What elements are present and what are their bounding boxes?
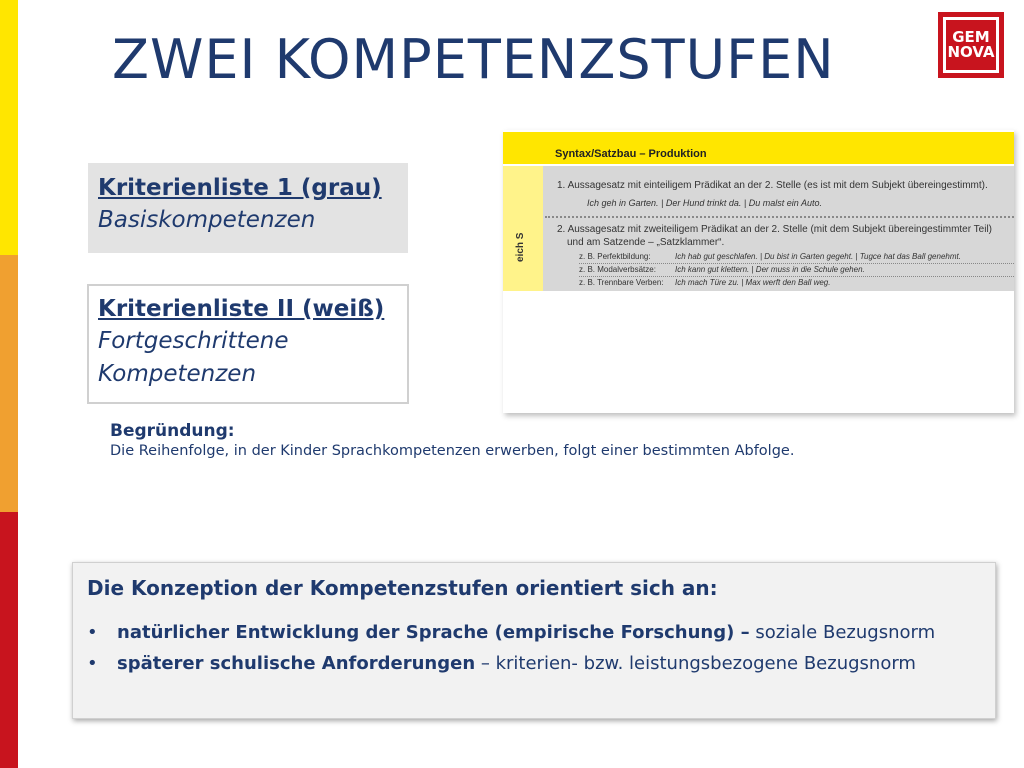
bullet-symbol: •: [87, 653, 98, 674]
document-example-value: Ich mach Türe zu. | Max werft den Ball weg.: [675, 278, 831, 287]
document-example-row: [579, 278, 831, 287]
reason-block: [110, 421, 794, 461]
gemnova-logo: [938, 12, 1004, 78]
concept-bullet-normal: – kriterien- bzw. leistungsbezogene Bezugsnorm: [475, 653, 916, 674]
criteria-list-2-box: [87, 284, 409, 404]
document-example-divider: [579, 263, 1014, 264]
reason-heading: Begründung:: [110, 421, 235, 441]
document-excerpt: [503, 130, 1014, 413]
concept-bullet-item: [87, 617, 981, 648]
reason-text: Die Reihenfolge, in der Kinder Sprachkompetenzen erwerben, folgt einer bestimmten Abfolge.: [110, 443, 795, 459]
logo-line-1: GEM: [952, 28, 990, 46]
concept-bullet-item: [87, 648, 981, 679]
slide-title: ZWEI KOMPETENZSTUFEN: [112, 28, 835, 91]
accent-stripe-red: [0, 512, 18, 768]
criteria-list-2-subtitle-line-1: Fortgeschrittene: [98, 328, 289, 354]
concept-heading: Die Konzeption der Kompetenzstufen orientiert sich an:: [87, 576, 718, 600]
criteria-list-1-subtitle: Basiskompetenzen: [98, 207, 316, 233]
document-excerpt-side-label: eich S: [515, 232, 526, 262]
document-example-value: Ich hab gut geschlafen. | Du bist in Garten gegeht. | Tugce hat das Ball genehmt.: [675, 252, 961, 261]
document-example-label: z. B. Modalverbsätze:: [579, 265, 656, 274]
concept-bullet-bold: natürlicher Entwicklung der Sprache (empirische Forschung) –: [117, 622, 750, 643]
concept-box: [72, 562, 996, 719]
accent-stripe-yellow: [0, 0, 18, 255]
document-example-row: [579, 252, 961, 261]
bullet-symbol: •: [87, 622, 98, 643]
document-item-1-examples: Ich geh in Garten. | Der Hund trinkt da. | Du malst ein Auto.: [587, 198, 822, 208]
concept-bullet-list: [87, 617, 981, 679]
concept-bullet-normal: soziale Bezugsnorm: [749, 622, 936, 643]
logo-line-2: NOVA: [947, 43, 995, 61]
document-divider: [545, 216, 1014, 218]
document-item-2-line-1: 2. Aussagesatz mit zweiteiligem Prädikat an der 2. Stelle (mit dem Subjekt übereingestimmter Teil): [557, 224, 993, 235]
criteria-list-2-heading: Kriterienliste II (weiß): [98, 296, 385, 322]
document-example-label: z. B. Trennbare Verben:: [579, 278, 664, 287]
document-example-value: Ich kann gut klettern. | Der muss in die Schule gehen.: [675, 265, 865, 274]
criteria-list-2-subtitle-line-2: Kompetenzen: [98, 361, 257, 387]
document-excerpt-header: Syntax/Satzbau – Produktion: [503, 132, 1014, 164]
document-example-divider: [579, 276, 1014, 277]
criteria-list-1-box: [88, 163, 408, 253]
document-example-row: [579, 265, 865, 274]
document-item-2-line-2: und am Satzende – „Satzklammer“.: [567, 237, 725, 248]
criteria-list-1-heading: Kriterienliste 1 (grau): [98, 175, 382, 201]
concept-bullet-bold: späterer schulische Anforderungen: [117, 653, 476, 674]
document-item-1: 1. Aussagesatz mit einteiligem Prädikat an der 2. Stelle (es ist mit dem Subjekt übereingestimmt).: [557, 180, 988, 191]
document-excerpt-body: [543, 166, 1014, 291]
accent-stripe-orange: [0, 255, 18, 512]
document-excerpt-side-column: [503, 166, 543, 291]
document-example-label: z. B. Perfektbildung:: [579, 252, 651, 261]
